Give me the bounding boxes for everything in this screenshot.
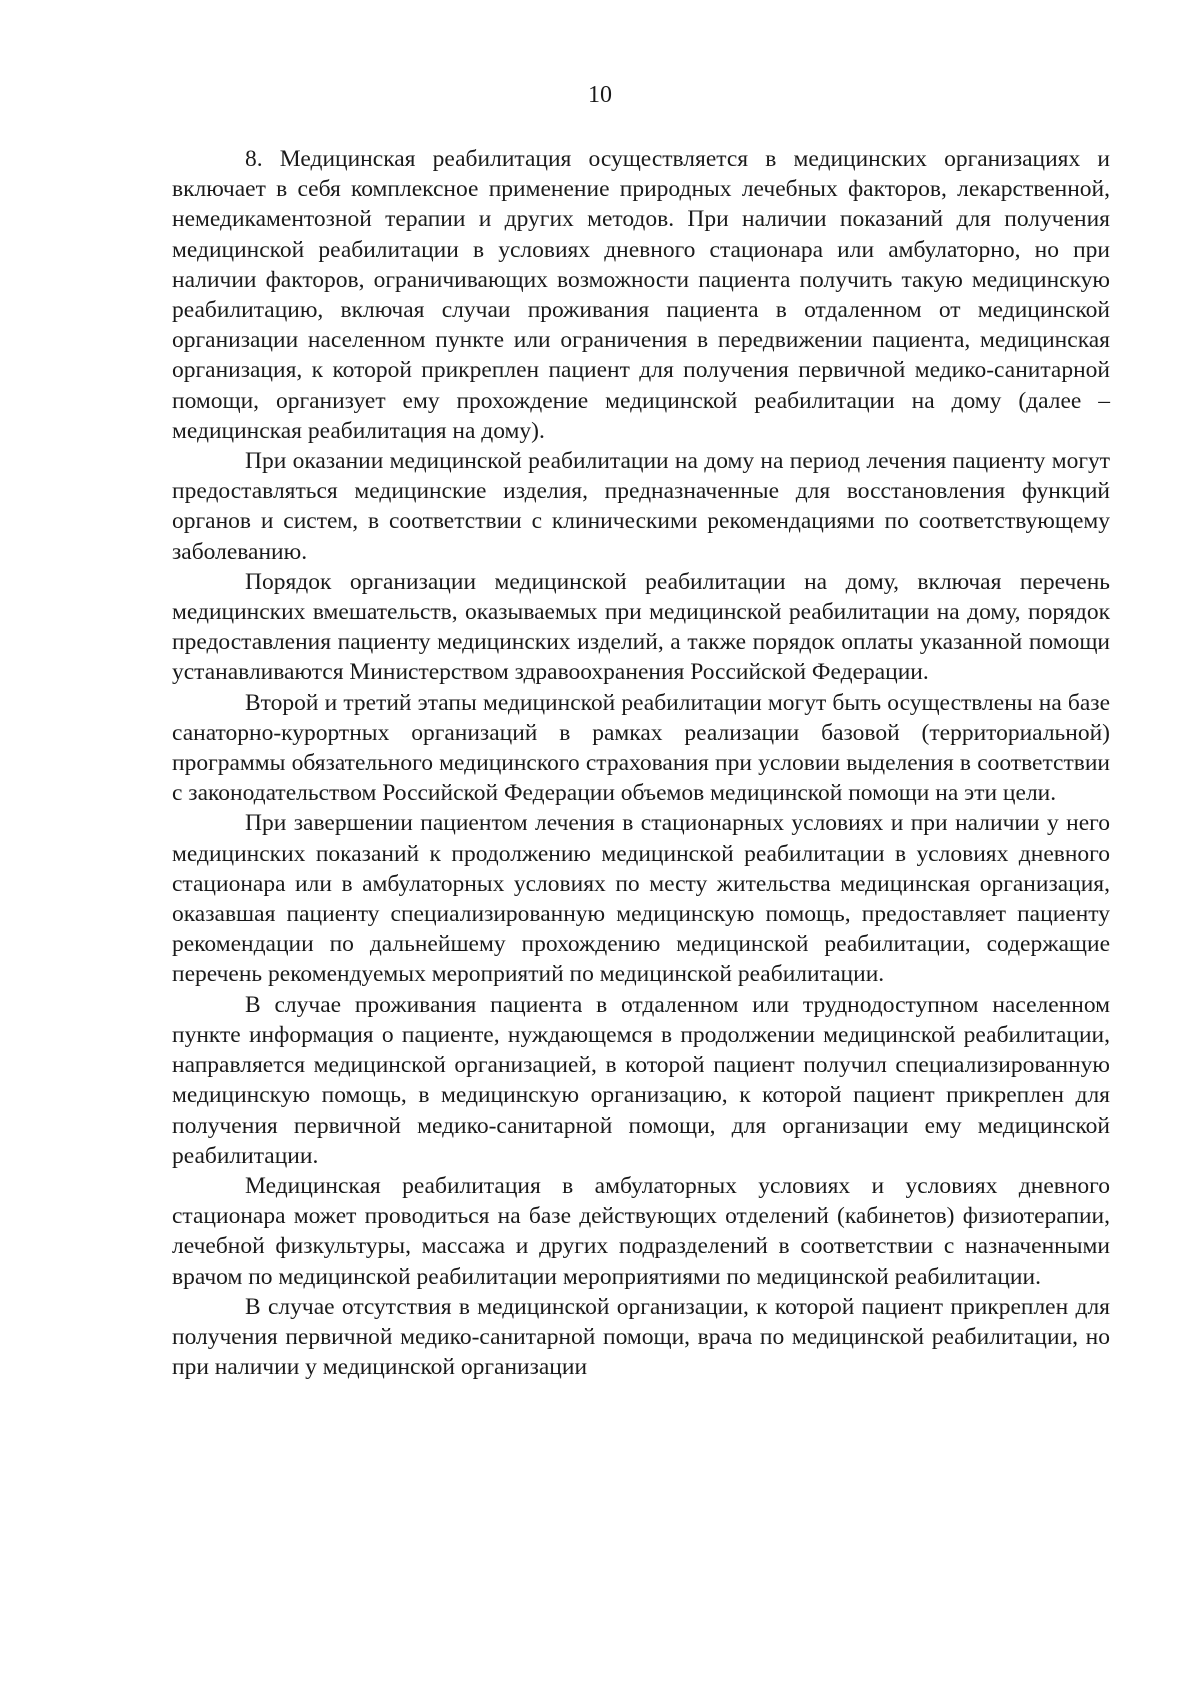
page-number: 10 [588,82,612,108]
paragraph-2: При оказании медицинской реабилитации на дому на период лечения пациенту могут предоставляться медицинские изделия, предназначенные для восстановления функций органов и систем, в соответствии с клиническими рекомендациями по соответствующему заболеванию. [172,448,1110,565]
document-body [172,144,1110,1382]
paragraph-1: 8. Медицинская реабилитация осуществляется в медицинских организациях и включает в себя комплексное применение природных лечебных факторов, лекарственной, немедикаментозной терапии и других методов. При наличии показаний для получения медицинской реабилитации в условиях дневного стационара или амбулаторно, но при наличии факторов, ограничивающих возможности пациента получить такую медицинскую реабилитацию, включая случаи проживания пациента в отдаленном от медицинской организации населенном пункте или ограничения в передвижении пациента, медицинская организация, к которой прикреплен пациент для получения первичной медико-санитарной помощи, организует ему прохождение медицинской реабилитации на дому (далее – медицинская реабилитация на дому). [172,146,1110,444]
paragraph-3: Порядок организации медицинской реабилитации на дому, включая перечень медицинских вмешательств, оказываемых при медицинской реабилитации на дому, порядок предоставления пациенту медицинских изделий, а также порядок оплаты указанной помощи устанавливаются Министерством здравоохранения Российской Федерации. [172,568,1110,686]
paragraph-7: Медицинская реабилитация в амбулаторных условиях и условиях дневного стационара может проводиться на базе действующих отделений (кабинетов) физиотерапии, лечебной физкультуры, массажа и других подразделений в соответствии с назначенными врачом по медицинской реабилитации мероприятиями по медицинской реабилитации. [172,1172,1110,1290]
paragraph-6: В случае проживания пациента в отдаленном или труднодоступном населенном пункте информация о пациенте, нуждающемся в продолжении медицинской реабилитации, направляется медицинской организацией, в которой пациент получил специализированную медицинскую помощь, в медицинскую организацию, к которой пациент прикреплен для получения первичной медико-санитарной помощи, для организации ему медицинской реабилитации. [172,991,1110,1169]
paragraph-8: В случае отсутствия в медицинской организации, к которой пациент прикреплен для получения первичной медико-санитарной помощи, врача по медицинской реабилитации, но при наличии у медицинской организации [172,1293,1110,1381]
paragraph-4: Второй и третий этапы медицинской реабилитации могут быть осуществлены на базе санаторно-курортных организаций в рамках реализации базовой (территориальной) программы обязательного медицинского страхования при условии выделения в соответствии с законодательством Российской Федерации объемов медицинской помощи на эти цели. [172,689,1110,807]
paragraph-5: При завершении пациентом лечения в стационарных условиях и при наличии у него медицинских показаний к продолжению медицинской реабилитации в условиях дневного стационара или в амбулаторных условиях по месту жительства медицинская организация, оказавшая пациенту специализированную медицинскую помощь, предоставляет пациенту рекомендации по дальнейшему прохождению медицинской реабилитации, содержащие перечень рекомендуемых мероприятий по медицинской реабилитации. [172,810,1110,988]
